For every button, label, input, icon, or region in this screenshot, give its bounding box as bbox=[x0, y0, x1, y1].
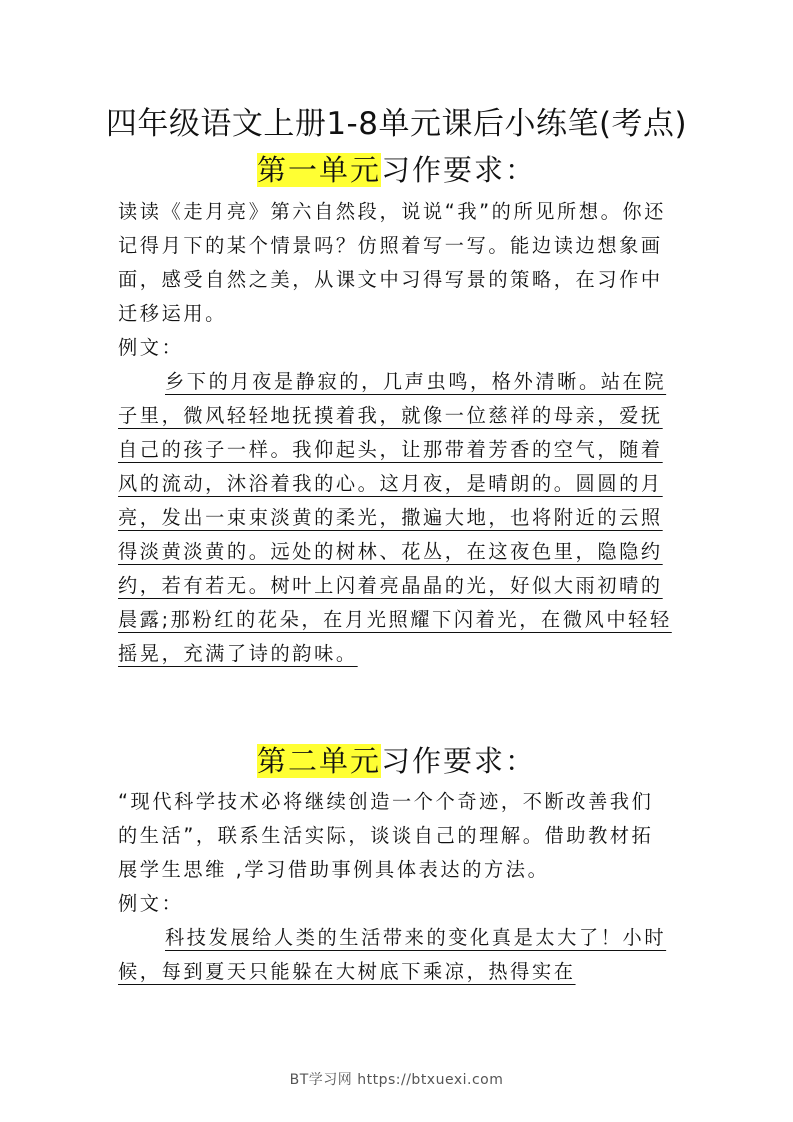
unit2-heading-rest: 习作要求： bbox=[381, 744, 537, 778]
unit1-content bbox=[118, 195, 674, 671]
unit1-heading bbox=[0, 149, 793, 191]
unit2-heading bbox=[0, 740, 793, 782]
page-footer: BT学习网 https://btxuexi.com bbox=[289, 1072, 504, 1088]
unit1-heading-highlight: 第一单元 bbox=[256, 153, 381, 187]
unit1-example-paragraph bbox=[118, 365, 674, 671]
unit2-example-label: 例文： bbox=[118, 892, 184, 915]
unit2-example-paragraph bbox=[118, 921, 674, 989]
document-title: 四年级语文上册1-8单元课后小练笔(考点) bbox=[105, 106, 688, 142]
unit2-example-text: 科技发展给人类的生活带来的变化真是太大了！小时候，每到夏天只能躲在大树底下乘凉，热得实在 bbox=[118, 926, 667, 983]
unit1-example-label: 例文： bbox=[118, 336, 184, 359]
unit1-heading-rest: 习作要求： bbox=[381, 153, 537, 187]
unit1-example-text: 乡下的月夜是静寂的，几声虫鸣，格外清晰。站在院子里，微风轻轻地抚摸着我，就像一位慈祥的母亲，爱抚自己的孩子一样。我仰起头，让那带着芳香的空气，随着风的流动，沐浴着我的心。这月夜，是晴朗的。圆圆的月亮，发出一束束淡黄的柔光，撒遍大地，也将附近的云照得淡黄淡黄的。远处的树林、花丛，在这夜色里，隐隐约约，若有若无。树叶上闪着亮晶晶的光，好似大雨初晴的晨露;那粉红的花朵，在月光照耀下闪着光，在微风中轻轻摇晃，充满了诗的韵味。 bbox=[118, 370, 672, 665]
unit1-requirement: 读读《走月亮》第六自然段，说说“我”的所见所想。你还记得月下的某个情景吗？仿照着写一写。能边读边想象画面，感受自然之美，从课文中习得写景的策略，在习作中迁移运用。 bbox=[118, 200, 666, 325]
unit2-requirement: “现代科学技术必将继续创造一个个奇迹，不断改善我们的生活”，联系生活实际，谈谈自己的理解。借助教材拓展学生思维 ,学习借助事例具体表达的方法。 bbox=[118, 790, 654, 881]
unit2-content bbox=[118, 785, 674, 989]
unit2-heading-highlight: 第二单元 bbox=[256, 744, 381, 778]
